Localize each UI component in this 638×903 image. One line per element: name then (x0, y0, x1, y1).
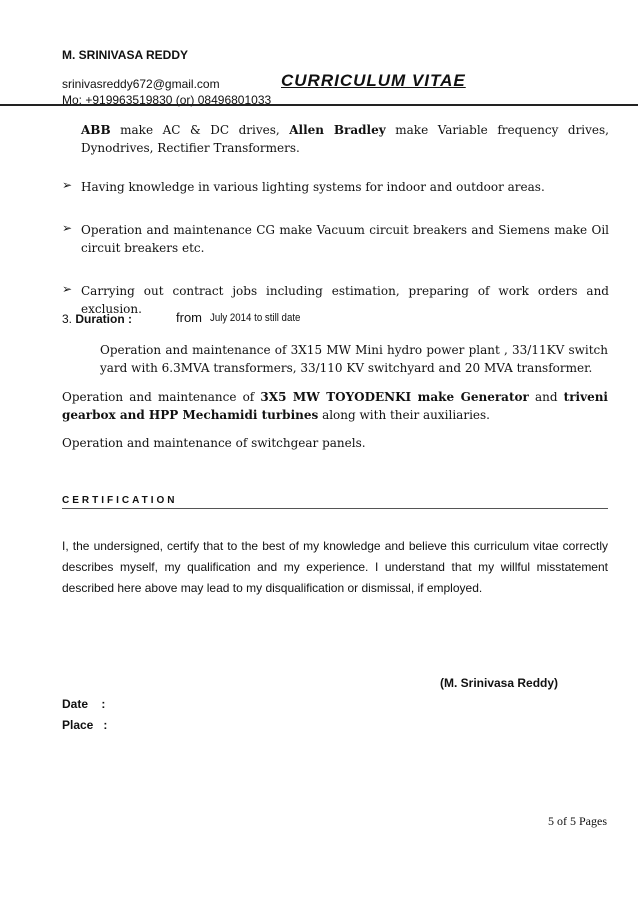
duration-dates: July 2014 to still date (210, 312, 301, 324)
bullet-arrow-icon: ➢ (62, 178, 73, 192)
candidate-name: M. SRINIVASA REDDY (62, 48, 189, 62)
phone-number: Mo: +919963519830 (or) 08496801033 (62, 93, 272, 107)
work-generator-text-2: and (528, 390, 564, 404)
bullet-lighting: Having knowledge in various lighting systems for indoor and outdoor areas. (81, 180, 545, 194)
work-hydro-plant: Operation and maintenance of 3X15 MW Mini hydro power plant , 33/11KV switch yard with 6.3MVA transformers, 33/110 KV switchyard and 20 MVA transformer. (100, 343, 608, 375)
document-title: CURRICULUM VITAE (281, 71, 466, 90)
header-divider (0, 104, 638, 106)
continuation-text-2: make Variable frequency drives, Dynodrives, Rectifier Transformers. (81, 123, 609, 155)
work-generator (62, 388, 608, 424)
work-generator-text-3: along with their auxiliaries. (318, 408, 490, 422)
skills-continuation (81, 121, 609, 157)
bullet-arrow-icon: ➢ (62, 221, 73, 235)
signature-name: (M. Srinivasa Reddy) (440, 676, 559, 690)
place-label: Place : (62, 718, 108, 732)
duration-number: 3. (62, 312, 76, 326)
certification-divider (62, 508, 608, 509)
email-address: srinivasreddy672@gmail.com (62, 77, 220, 91)
work-generator-text-1: Operation and maintenance of (62, 390, 261, 404)
bullet-arrow-icon: ➢ (62, 282, 73, 296)
continuation-text-1: make AC & DC drives, (110, 123, 290, 137)
duration-from: from (176, 310, 202, 325)
duration-heading: Duration : (75, 312, 133, 326)
brand-allen-bradley: Allen Bradley (289, 123, 386, 137)
duration-label (62, 312, 132, 326)
work-switchgear: Operation and maintenance of switchgear panels. (62, 436, 366, 450)
bullet-circuit-breakers: Operation and maintenance CG make Vacuum circuit breakers and Siemens make Oil circuit breakers etc. (81, 223, 609, 255)
work-generator-bold-2: triveni gearbox and HPP Mechamidi turbines (62, 390, 608, 422)
certification-statement: I, the undersigned, certify that to the best of my knowledge and believe this curriculum vitae correctly describes myself, my qualification and my experience. I understand that my willful misstatement described here above may lead to my disqualification or dismissal, if employed. (62, 539, 608, 595)
page-number: 5 of 5 Pages (548, 814, 607, 828)
bullet-contract-jobs: Carrying out contract jobs including estimation, preparing of work orders and exclusion. (81, 284, 609, 316)
brand-abb: ABB (81, 123, 111, 137)
certification-heading: CERTIFICATION (62, 495, 178, 506)
work-generator-bold-1: 3X5 MW TOYODENKI make Generator (260, 390, 529, 404)
date-label: Date : (62, 697, 106, 711)
